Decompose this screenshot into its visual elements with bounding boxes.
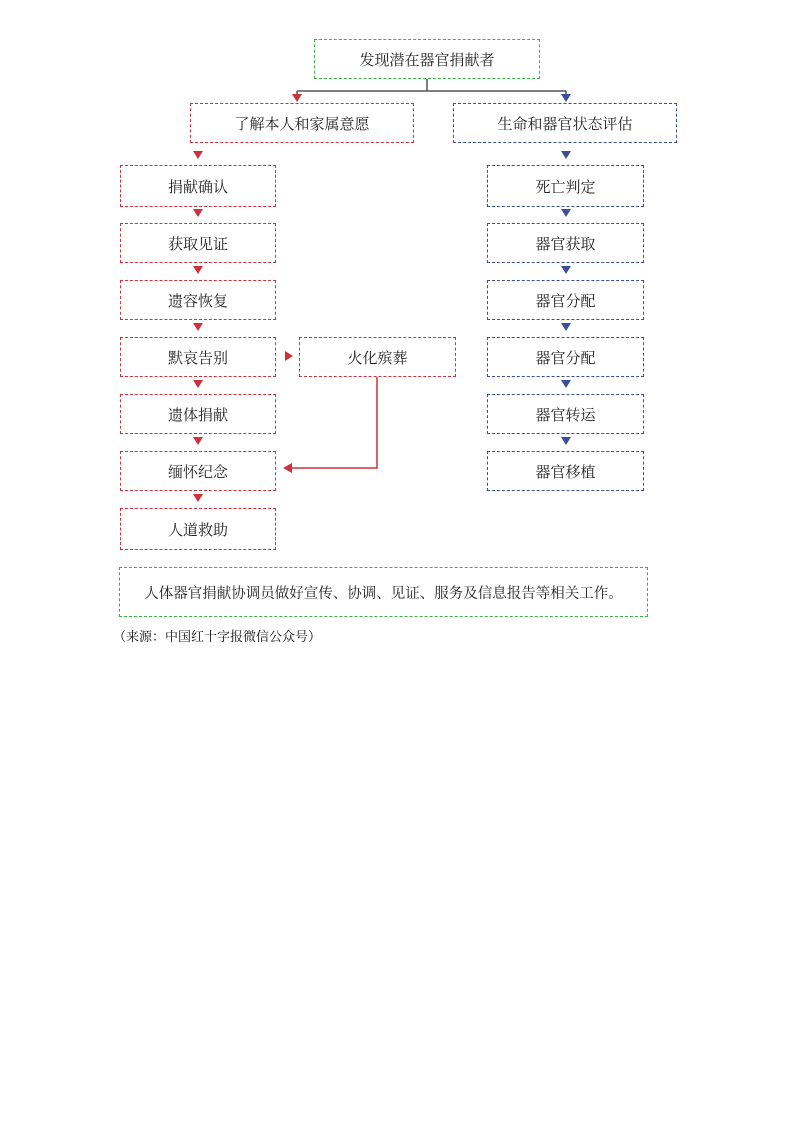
arrow-right-2 (561, 209, 571, 217)
arrow-left-4 (193, 323, 203, 331)
return-connector (292, 377, 377, 468)
left-step-7: 人道救助 (120, 508, 276, 550)
right-branch-header: 生命和器官状态评估 (453, 103, 677, 143)
left-step-1: 捐献确认 (120, 165, 276, 207)
arrow-right-1 (561, 151, 571, 159)
arrow-to-left-header (292, 94, 302, 102)
left-branch-header: 了解本人和家属意愿 (190, 103, 414, 143)
arrow-left-1 (193, 151, 203, 159)
right-step-1: 死亡判定 (487, 165, 644, 207)
right-step-6: 器官移植 (487, 451, 644, 491)
arrow-right-3 (561, 266, 571, 274)
right-step-2: 器官获取 (487, 223, 644, 263)
arrow-right-6 (561, 437, 571, 445)
arrow-left-6 (193, 437, 203, 445)
arrow-right-5 (561, 380, 571, 388)
left-step-3: 遗容恢复 (120, 280, 276, 320)
left-step-5: 遗体捐献 (120, 394, 276, 434)
left-step-4: 默哀告别 (120, 337, 276, 377)
arrow-right-4 (561, 323, 571, 331)
arrow-left-5 (193, 380, 203, 388)
left-step-6: 缅怀纪念 (120, 451, 276, 491)
arrow-left-7 (193, 494, 203, 502)
arrow-left-2 (193, 209, 203, 217)
arrow-to-side-step (285, 351, 293, 361)
root-node: 发现潜在器官捐献者 (314, 39, 540, 79)
right-step-5: 器官转运 (487, 394, 644, 434)
left-step-2: 获取见证 (120, 223, 276, 263)
arrow-left-3 (193, 266, 203, 274)
right-step-4: 器官分配 (487, 337, 644, 377)
arrow-to-right-header (561, 94, 571, 102)
source-caption: （来源：中国红十字报微信公众号） (113, 630, 322, 645)
side-step-cremation: 火化殡葬 (299, 337, 456, 377)
root-split-connector (297, 79, 566, 98)
arrow-to-memorial (283, 463, 292, 473)
right-step-3: 器官分配 (487, 280, 644, 320)
coordinator-note: 人体器官捐献协调员做好宣传、协调、见证、服务及信息报告等相关工作。 (119, 567, 648, 617)
